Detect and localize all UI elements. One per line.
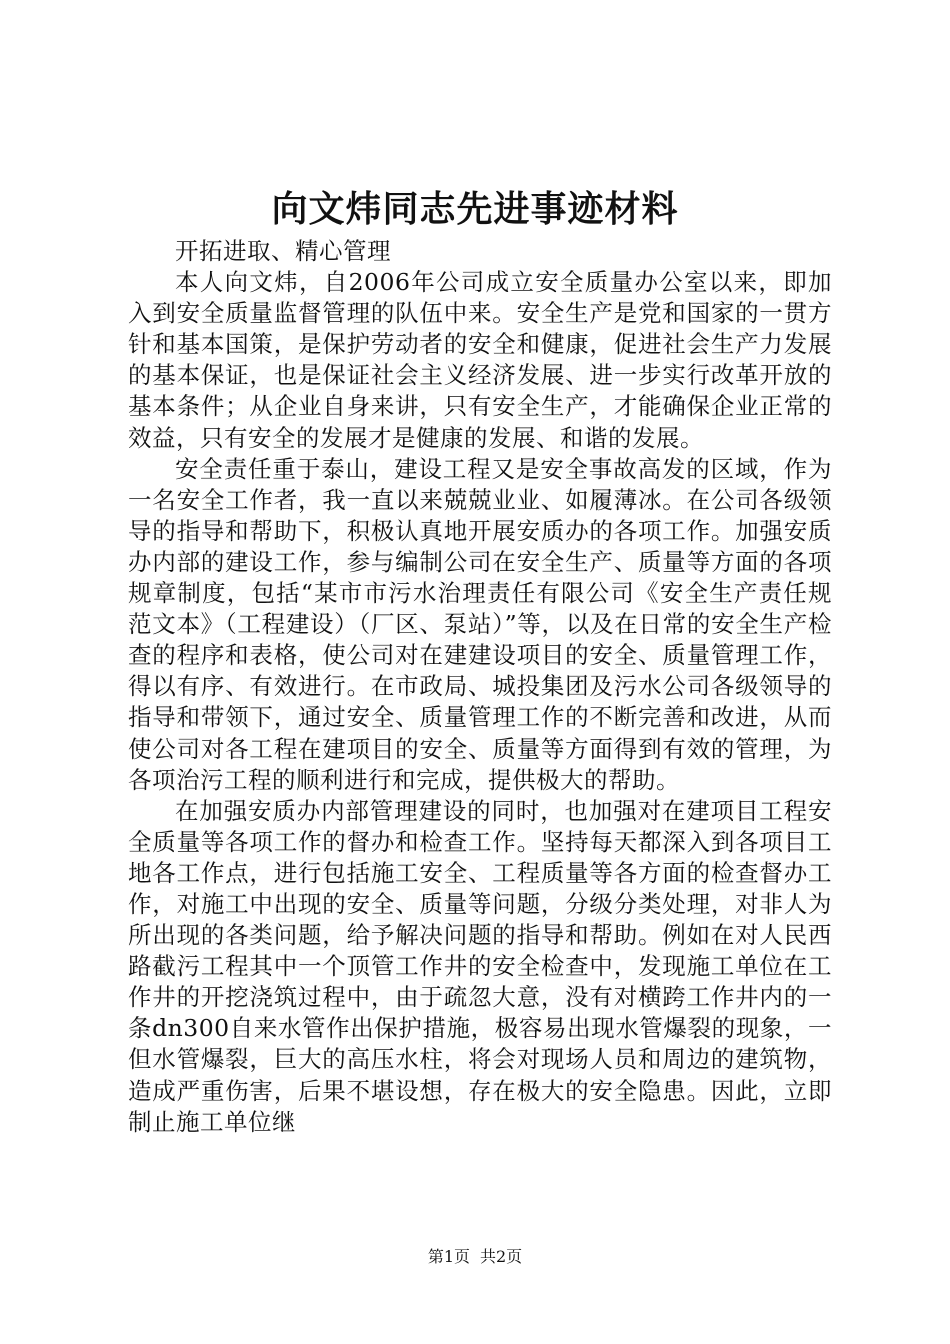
body-paragraph: 在加强安质办内部管理建设的同时，也加强对在建项目工程安全质量等各项工作的督办和检查工作。坚持每天都深入到各项目工地各工作点，进行包括施工安全、工程质量等各方面的检查督办工作，对施工中出现的安全、质量等问题，分级分类处理，对非人为所出现的各类问题，给予解决问题的指导和帮助。例如在对人民西路截污工程其中一个顶管工作井的安全检查中，发现施工单位在工作井的开挖浇筑过程中，由于疏忽大意，没有对横跨工作井内的一条dn300自来水管作出保护措施，极容易出现水管爆裂的现象，一但水管爆裂，巨大的高压水柱，将会对现场人员和周边的建筑物，造成严重伤害，后果不堪设想，存在极大的安全隐患。因此，立即制止施工单位继 [128, 796, 832, 1136]
section-heading: 开拓进取、精心管理 [175, 237, 391, 265]
body-paragraph: 本人向文炜，自2006年公司成立安全质量办公室以来，即加入到安全质量监督管理的队伍中来。安全生产是党和国家的一贯方针和基本国策，是保护劳动者的安全和健康，促进社会生产力发展的基本保证，也是保证社会主义经济发展、进一步实行改革开放的基本条件；从企业自身来讲，只有安全生产，才能确保企业正常的效益，只有安全的发展才是健康的发展、和谐的发展。 [128, 268, 832, 452]
document-body [128, 236, 832, 1138]
document-title: 向文炜同志先进事迹材料 [271, 188, 679, 230]
page-total: 共2页 [480, 1247, 523, 1266]
body-paragraph: 安全责任重于泰山，建设工程又是安全事故高发的区域，作为一名安全工作者，我一直以来兢兢业业、如履薄冰。在公司各级领导的指导和帮助下，积极认真地开展安质办的各项工作。加强安质办内部的建设工作，参与编制公司在安全生产、质量等方面的各项规章制度，包括“某市市污水治理责任有限公司《安全生产责任规范文本》（工程建设）（厂区、泵站）”等，以及在日常的安全生产检查的程序和表格，使公司对在建建设项目的安全、质量管理工作，得以有序、有效进行。在市政局、城投集团及污水公司各级领导的指导和带领下，通过安全、质量管理工作的不断完善和改进，从而使公司对各工程在建项目的安全、质量等方面得到有效的管理，为各项治污工程的顺利进行和完成，提供极大的帮助。 [128, 454, 832, 794]
page-number: 第1页 [427, 1247, 470, 1266]
page-footer [0, 1246, 950, 1268]
